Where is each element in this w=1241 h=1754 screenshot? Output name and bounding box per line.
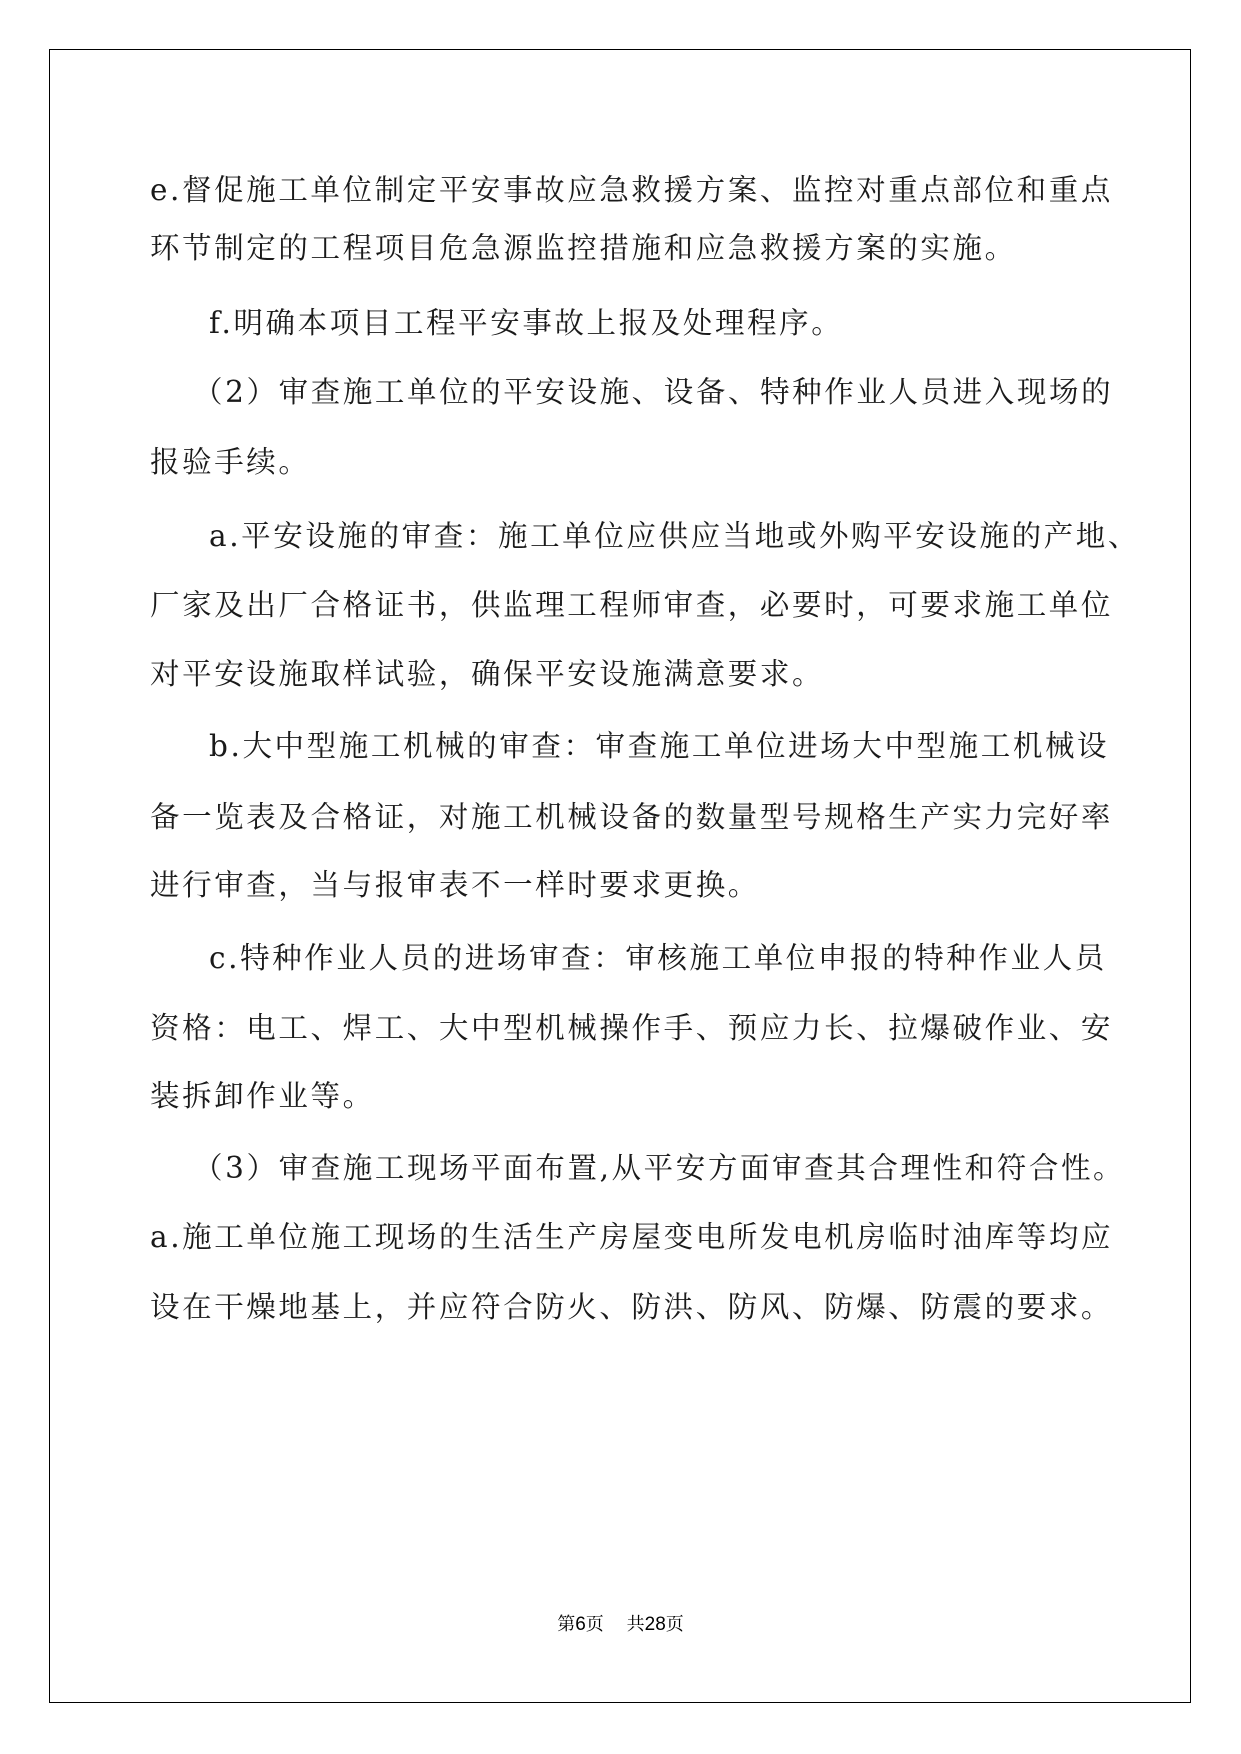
paragraph-line: e.督促施工单位制定平安事故应急救援方案、监控对重点部位和重点	[150, 173, 1113, 207]
paragraph-line: b.大中型施工机械的审查：审查施工单位进场大中型施工机械设	[209, 729, 1110, 763]
paragraph-line: 报验手续。	[150, 445, 311, 479]
paragraph-line: c.特种作业人员的进场审查：审核施工单位申报的特种作业人员	[209, 941, 1107, 975]
paragraph-line: 备一览表及合格证，对施工机械设备的数量型号规格生产实力完好率	[150, 800, 1114, 834]
footer-total-suffix: 页	[665, 1614, 684, 1635]
paragraph-line: 厂家及出厂合格证书，供监理工程师审查，必要时，可要求施工单位	[150, 588, 1114, 622]
footer-page-suffix: 页	[585, 1614, 604, 1635]
footer-page-number: 6	[575, 1614, 586, 1635]
paragraph-line: （3）审查施工现场平面布置,从平安方面审查其合理性和符合性。	[193, 1151, 1126, 1185]
paragraph-line: 环节制定的工程项目危急源监控措施和应急救援方案的实施。	[150, 231, 1017, 265]
paragraph-line: 资格：电工、焊工、大中型机械操作手、预应力长、拉爆破作业、安	[150, 1011, 1114, 1045]
paragraph-line: a.平安设施的审查：施工单位应供应当地或外购平安设施的产地、	[209, 519, 1140, 553]
footer-total-prefix: 共	[626, 1614, 645, 1635]
paragraph-line: f.明确本项目工程平安事故上报及处理程序。	[209, 306, 844, 340]
paragraph-line: （2）审查施工单位的平安设施、设备、特种作业人员进入现场的	[193, 375, 1114, 409]
paragraph-line: a.施工单位施工现场的生活生产房屋变电所发电机房临时油库等均应	[150, 1220, 1114, 1254]
footer-total-pages: 28	[644, 1614, 666, 1635]
paragraph-line: 装拆卸作业等。	[150, 1079, 375, 1113]
paragraph-line: 进行审查，当与报审表不一样时要求更换。	[150, 868, 760, 902]
footer-prefix: 第	[557, 1614, 576, 1635]
paragraph-line: 设在干燥地基上，并应符合防火、防洪、防风、防爆、防震的要求。	[150, 1290, 1114, 1324]
page-footer	[0, 1610, 1241, 1636]
paragraph-line: 对平安设施取样试验，确保平安设施满意要求。	[150, 657, 825, 691]
